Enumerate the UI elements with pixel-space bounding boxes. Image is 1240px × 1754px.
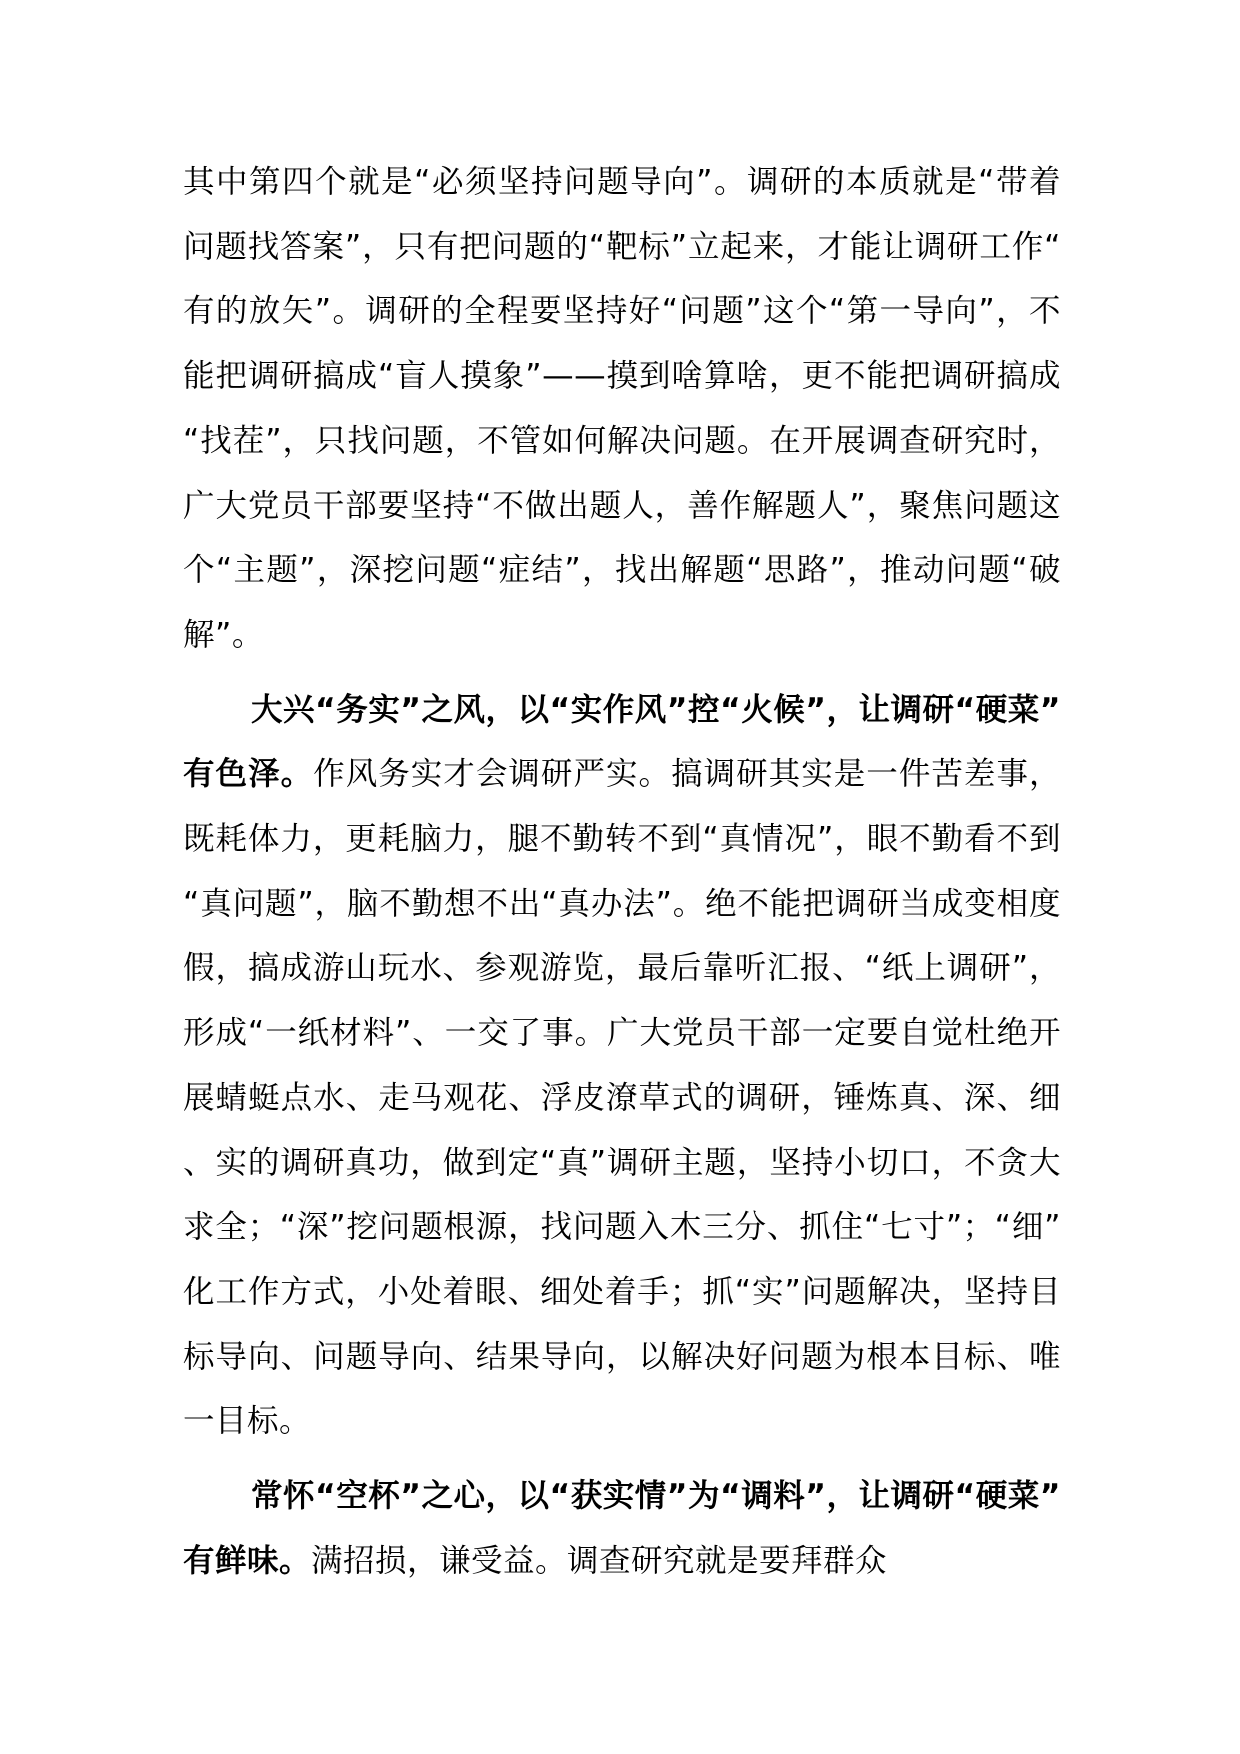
paragraph: [183, 678, 1061, 1454]
document-body: [183, 150, 1061, 1593]
paragraph-heading: 大兴“务实”之风，以“实作风”控“火候”，让调研“硬菜”有色泽。: [183, 691, 1061, 793]
paragraph: [183, 1464, 1061, 1593]
paragraph-text: 其中第四个就是“必须坚持问题导向”。调研的本质就是“带着问题找答案”，只有把问题的“靶标”立起来，才能让调研工作“有的放矢”。调研的全程要坚持好“问题”这个“第一导向”，不能把调研搞成“盲人摸象”——摸到啥算啥，更不能把调研搞成“找茬”，只找问题，不管如何解决问题。在开展调查研究时，广大党员干部要坚持“不做出题人，善作解题人”，聚焦问题这个“主题”，深挖问题“症结”，找出解题“思路”，推动问题“破解”。: [183, 164, 1061, 653]
paragraph: [183, 150, 1061, 668]
paragraph-text: 满招损，谦受益。调查研究就是要拜群众: [311, 1542, 888, 1579]
paragraph-heading: 常怀“空杯”之心，以“获实情”为“调料”，让调研“硬菜”有鲜味。: [183, 1478, 1061, 1579]
paragraph-text: 作风务实才会调研严实。搞调研其实是一件苦差事，既耗体力，更耗脑力，腿不勤转不到“真情况”，眼不勤看不到“真问题”，脑不勤想不出“真办法”。绝不能把调研当成变相度假，搞成游山玩水、参观游览，最后靠听汇报、“纸上调研”，形成“一纸材料”、一交了事。广大党员干部一定要自觉杜绝开展蜻蜓点水、走马观花、浮皮潦草式的调研，锤炼真、深、细、实的调研真功，做到定“真”调研主题，坚持小切口，不贪大求全；“深”挖问题根源，找问题入木三分、抓住“七寸”；“细”化工作方式，小处着眼、细处着手；抓“实”问题解决，坚持目标导向、问题导向、结果导向，以解决好问题为根本目标、唯一目标。: [183, 756, 1061, 1440]
